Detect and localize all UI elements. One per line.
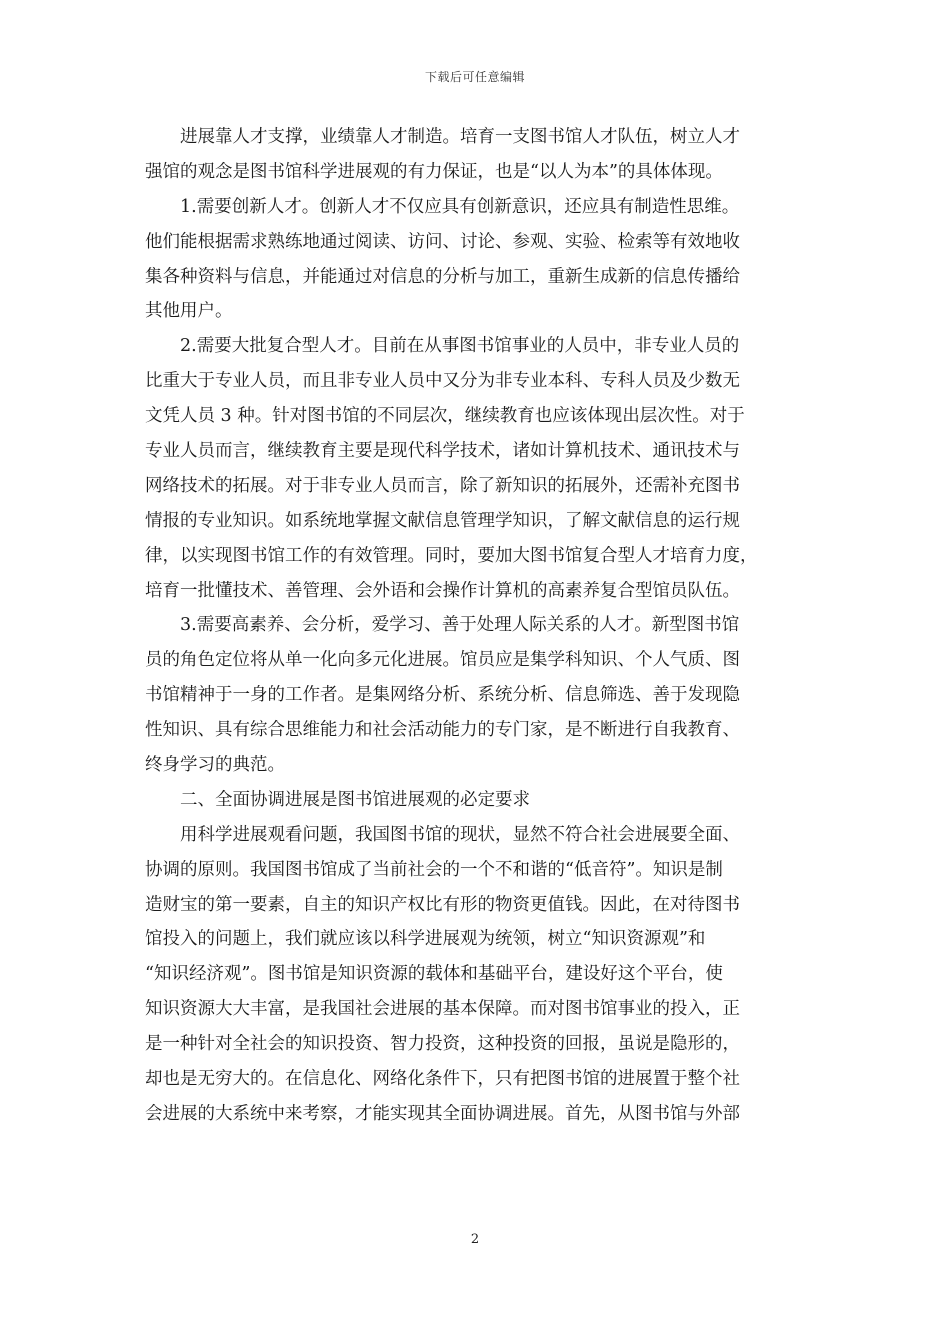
- text-line: 律，以实现图书馆工作的有效管理。同时，要加大图书馆复合型人才培育力度，: [145, 545, 758, 566]
- text-line: 员的角色定位将从单一化向多元化进展。馆员应是集学科知识、个人气质、图: [145, 650, 740, 671]
- text-line: 他们能根据需求熟练地通过阅读、访问、讨论、参观、实验、检索等有效地收: [145, 231, 740, 252]
- page-number: 2: [470, 1232, 480, 1247]
- text-line: 性知识、具有综合思维能力和社会活动能力的专门家，是不断进行自我教育、: [145, 720, 740, 741]
- text-line: 专业人员而言，继续教育主要是现代科学技术，诸如计算机技术、通讯技术与: [145, 441, 740, 462]
- text-line: 进展靠人才支撑，业绩靠人才制造。培育一支图书馆人才队伍，树立人才: [180, 127, 740, 147]
- text-line: 却也是无穷大的。在信息化、网络化条件下，只有把图书馆的进展置于整个社: [145, 1069, 740, 1090]
- text-line: 情报的专业知识。如系统地掌握文献信息管理学知识，了解文献信息的运行规: [145, 510, 740, 531]
- document-body: [145, 120, 810, 1132]
- page-header: 下载后可任意编辑: [424, 70, 525, 84]
- text-line: 强馆的观念是图书馆科学进展观的有力保证，也是“以人为本”的具体体现。: [145, 161, 723, 182]
- text-line: 培育一批懂技术、善管理、会外语和会操作计算机的高素养复合型馆员队伍。: [145, 580, 740, 601]
- text-line: 3.需要高素养、会分析，爱学习、善于处理人际关系的人才。新型图书馆: [180, 615, 740, 636]
- text-line: 馆投入的问题上，我们就应该以科学进展观为统领，树立“知识资源观”和: [145, 929, 706, 950]
- text-line: 是一种针对全社会的知识投资、智力投资，这种投资的回报，虽说是隐形的，: [145, 1034, 740, 1055]
- text-line: 知识资源大大丰富，是我国社会进展的基本保障。而对图书馆事业的投入，正: [145, 999, 740, 1020]
- text-line: 造财宝的第一要素，自主的知识产权比有形的物资更值钱。因此，在对待图书: [145, 894, 740, 915]
- text-line: 网络技术的拓展。对于非专业人员而言，除了新知识的拓展外，还需补充图书: [145, 475, 740, 496]
- text-line: 用科学进展观看问题，我国图书馆的现状，显然不符合社会进展要全面、: [180, 824, 740, 845]
- text-line: 书馆精神于一身的工作者。是集网络分析、系统分析、信息筛选、善于发现隐: [145, 685, 740, 706]
- text-line: “知识经济观”。图书馆是知识资源的载体和基础平台，建设好这个平台，使: [145, 964, 723, 985]
- text-line: 终身学习的典范。: [145, 755, 285, 776]
- text-line: 协调的原则。我国图书馆成了当前社会的一个不和谐的“低音符”。知识是制: [145, 859, 723, 880]
- text-line: 比重大于专业人员，而且非专业人员中又分为非专业本科、专科人员及少数无: [145, 371, 740, 392]
- text-line: 其他用户。: [145, 301, 233, 322]
- text-line: 会进展的大系统中来考察，才能实现其全面协调进展。首先，从图书馆与外部: [145, 1103, 740, 1124]
- text-line: 1.需要创新人才。创新人才不仅应具有创新意识，还应具有制造性思维。: [180, 196, 740, 217]
- text-line: 二、全面协调进展是图书馆进展观的必定要求: [180, 789, 530, 810]
- text-line: 集各种资料与信息，并能通过对信息的分析与加工，重新生成新的信息传播给: [145, 266, 740, 287]
- text-line: 文凭人员 3 种。针对图书馆的不同层次，继续教育也应该体现出层次性。对于: [145, 406, 745, 427]
- text-line: 2.需要大批复合型人才。目前在从事图书馆事业的人员中，非专业人员的: [180, 336, 740, 357]
